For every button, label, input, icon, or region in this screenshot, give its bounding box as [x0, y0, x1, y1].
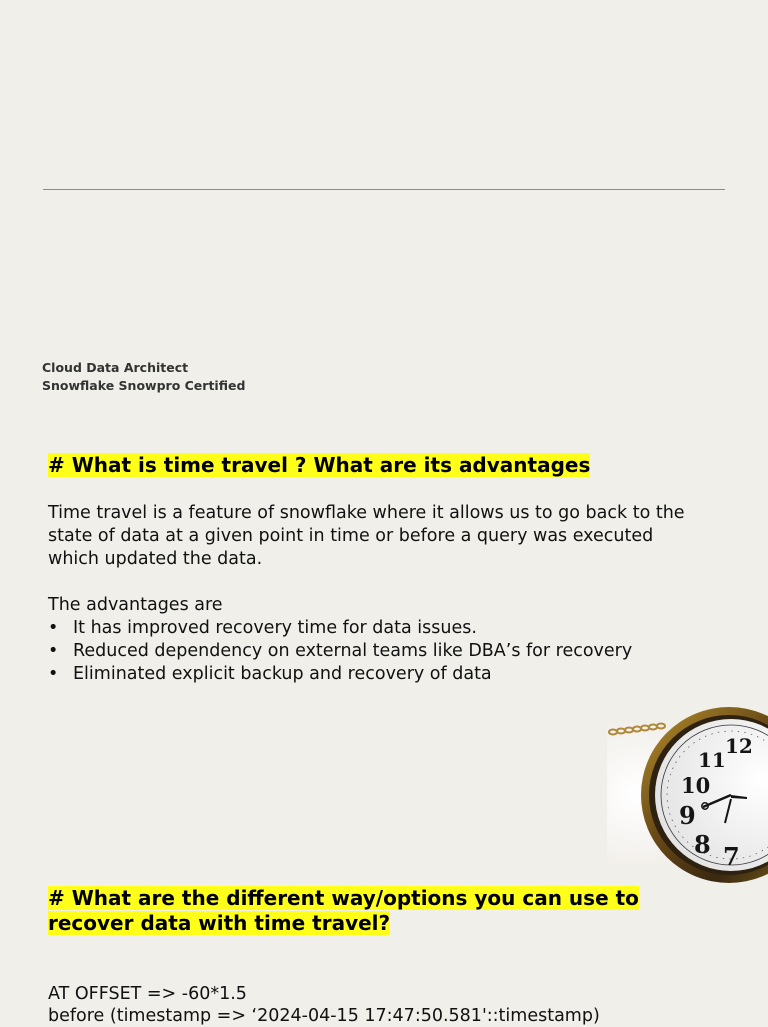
code-line-offset: AT OFFSET => -60*1.5 — [48, 984, 247, 1004]
advantages-list — [48, 617, 748, 686]
bullet-icon: • — [48, 618, 59, 638]
advantages-intro: The advantages are — [48, 595, 223, 615]
code-line-timestamp: before (timestamp => ‘2024-04-15 17:47:50.581'::timestamp) — [48, 1006, 600, 1026]
question-1-heading — [48, 453, 590, 478]
question-2-heading-line-1: # What are the different way/options you can use to — [48, 886, 639, 910]
recovery-code-block — [48, 983, 600, 1027]
svg-text:12: 12 — [725, 734, 753, 758]
pocket-watch-icon — [607, 723, 753, 871]
svg-text:10: 10 — [681, 773, 711, 798]
advantage-text: It has improved recovery time for data issues. — [73, 618, 477, 638]
author-block — [42, 359, 245, 395]
bullet-icon: • — [48, 641, 59, 661]
author-title: Cloud Data Architect — [42, 360, 189, 375]
header-divider — [43, 189, 725, 190]
list-item — [48, 617, 748, 640]
question-2-heading — [48, 886, 639, 936]
question-2-heading-line-2: recover data with time travel? — [48, 911, 391, 935]
list-item — [48, 663, 748, 686]
advantage-text: Eliminated explicit backup and recovery of data — [73, 664, 492, 684]
svg-text:11: 11 — [698, 748, 726, 772]
svg-text:9: 9 — [679, 801, 696, 830]
svg-text:8: 8 — [694, 830, 711, 859]
advantage-text: Reduced dependency on external teams like DBA’s for recovery — [73, 641, 633, 661]
advantages-section — [48, 594, 748, 686]
list-item — [48, 640, 748, 663]
question-1-answer: Time travel is a feature of snowflake where it allows us to go back to the state of data at a given point in time or before a query was executed which updated the data. — [48, 503, 685, 569]
question-1-heading-text: # What is time travel ? What are its advantages — [48, 453, 591, 477]
svg-text:7: 7 — [723, 842, 740, 871]
bullet-icon: • — [48, 664, 59, 684]
author-certification: Snowflake Snowpro Certified — [42, 378, 246, 393]
